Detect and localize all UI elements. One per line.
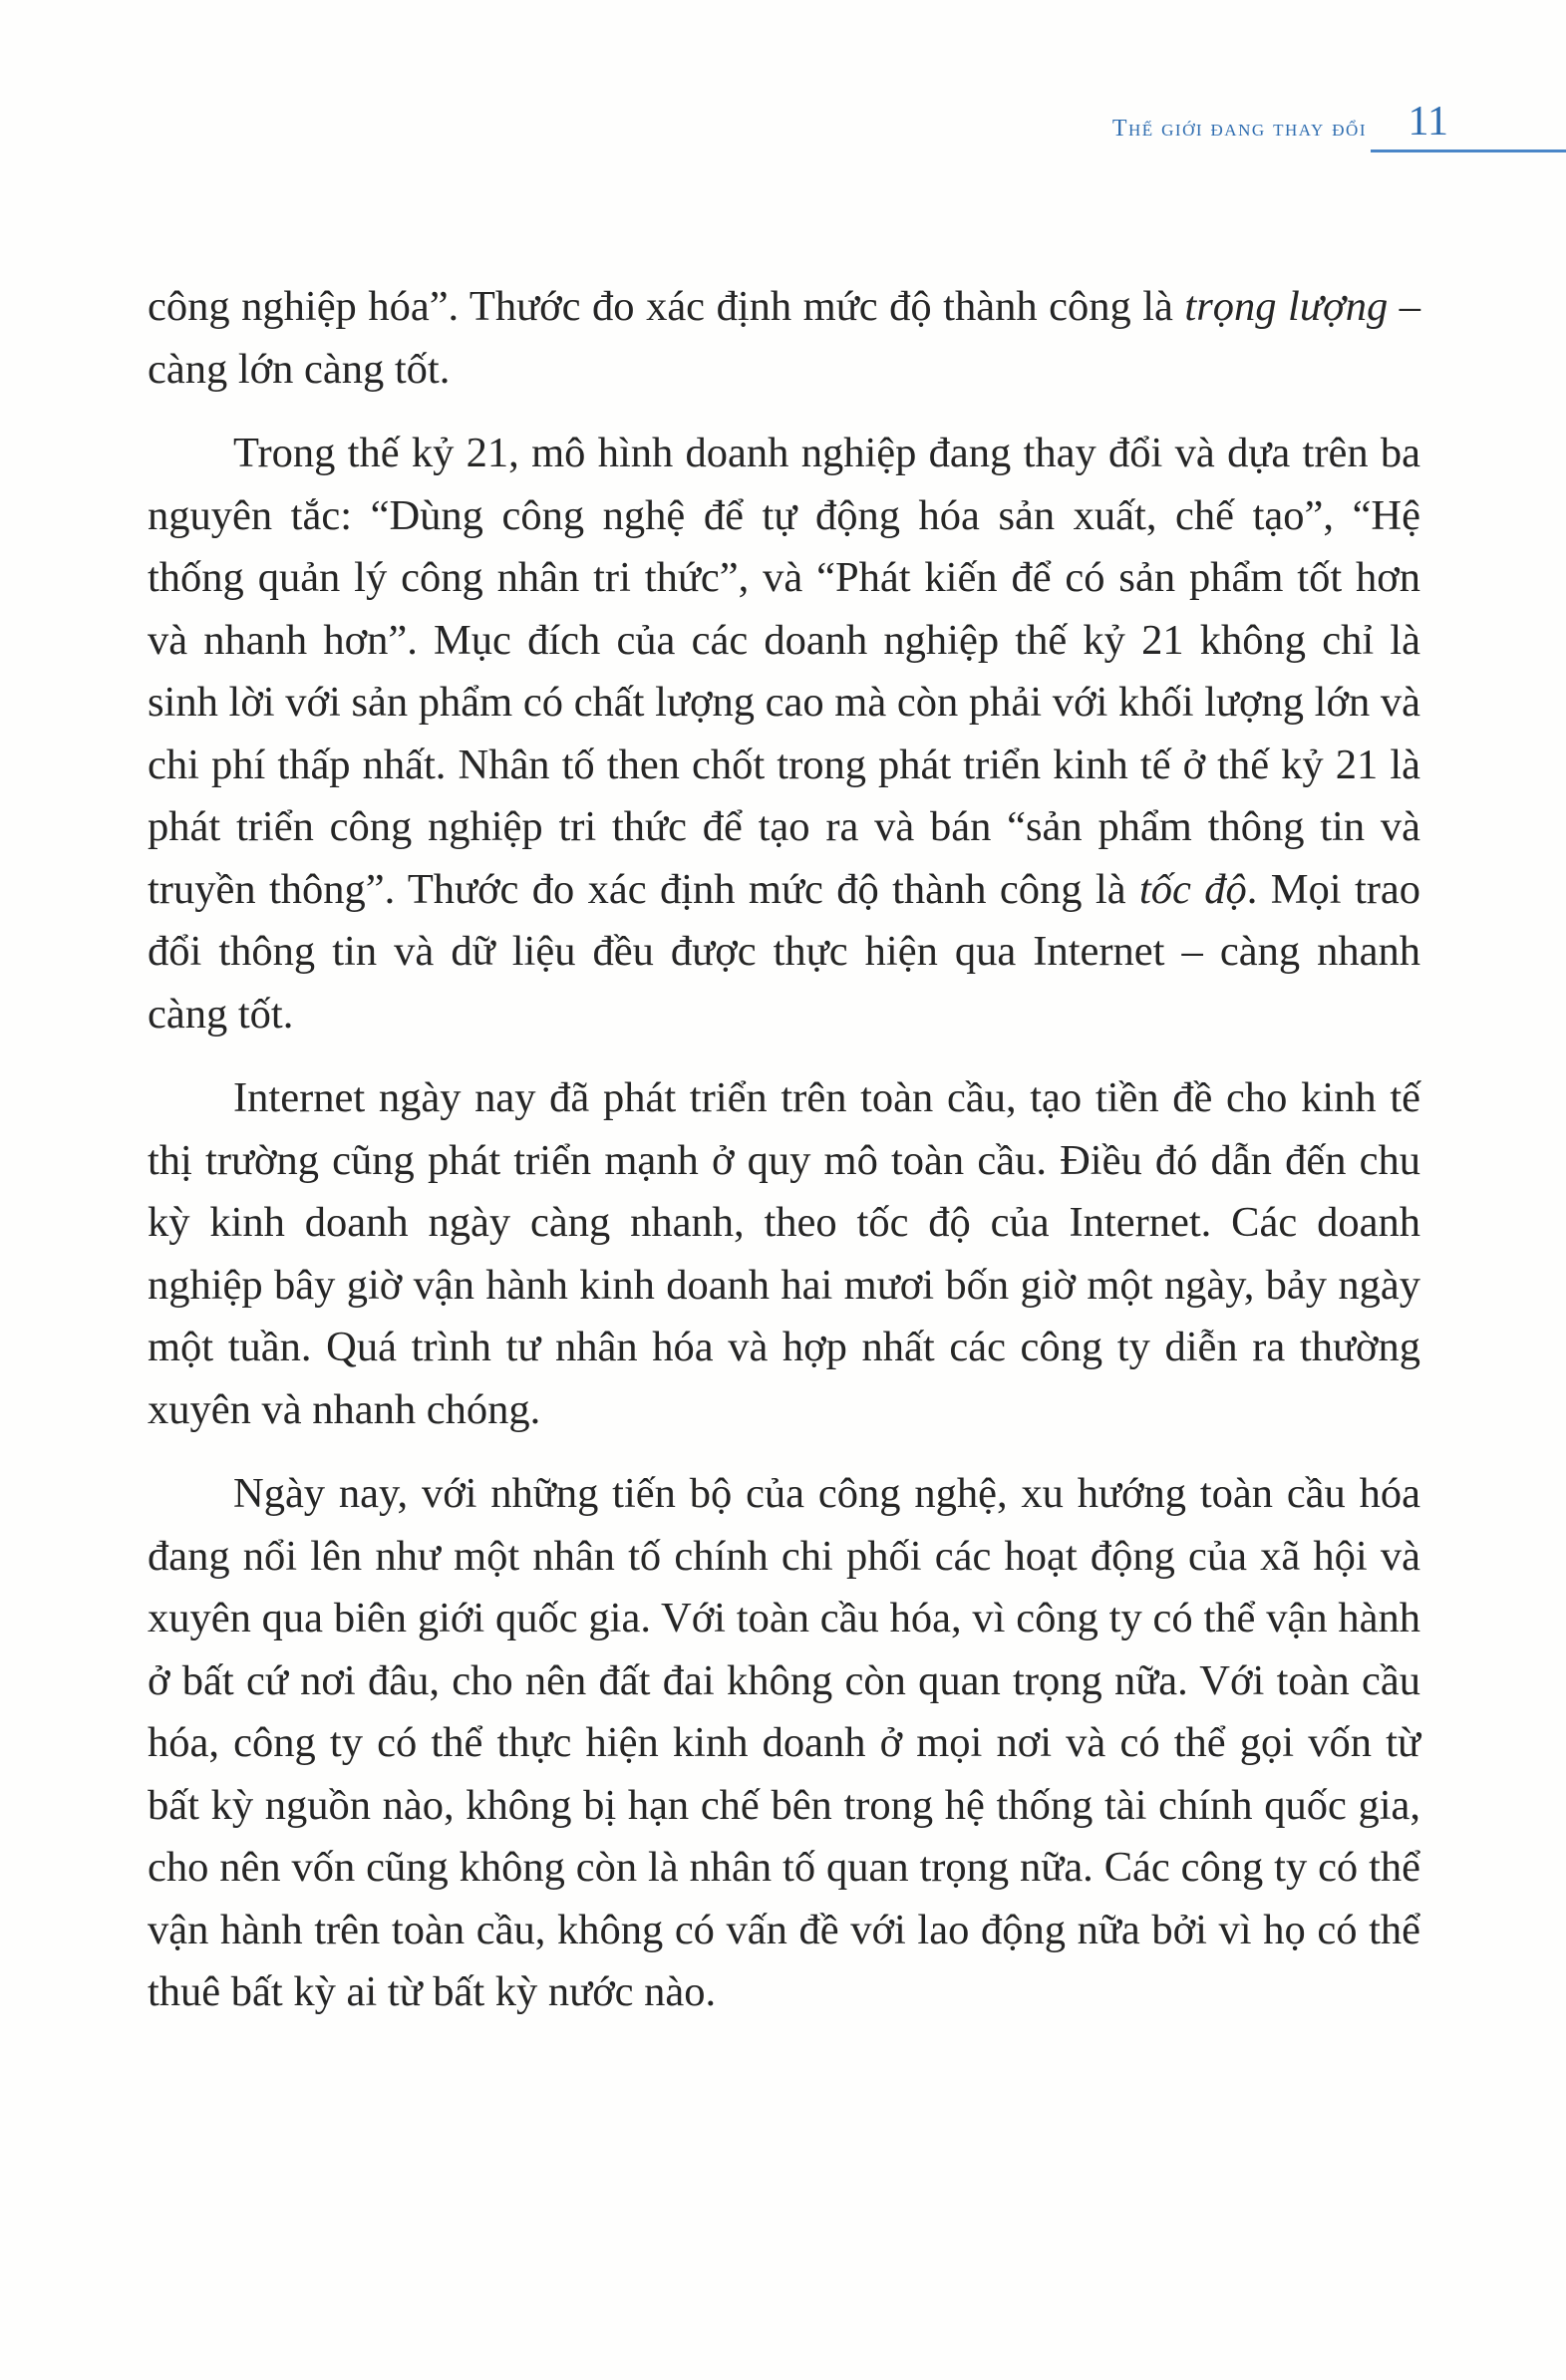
paragraph-3-text: Internet ngày nay đã phát triển trên toàn cầu, tạo tiền đề cho kinh tế thị trường cũng phát triển mạnh ở quy mô toàn cầu. Điều đó dẫn đến chu kỳ kinh doanh ngày càng nhanh, theo tốc độ của Internet. Các doanh nghiệp bây giờ vận hành kinh doanh hai mươi bốn giờ một ngày, bảy ngày một tuần. Quá trình tư nhân hóa và hợp nhất các công ty diễn ra thường xuyên và nhanh chóng. [148,1074,1420,1433]
paragraph-2 [148,423,1420,1045]
paragraph-3 [148,1067,1420,1441]
header-rule [1371,149,1566,152]
paragraph-1-segment-3: – càng lớn càng tốt. [148,283,1420,393]
paragraph-2-italic-term: tốc độ [1138,865,1247,913]
body-text [148,276,1420,2046]
running-header [1037,94,1566,151]
paragraph-2-segment-3: . Mọi trao đổi thông tin và dữ liệu đều được thực hiện qua Internet – càng nhanh càng tốt. [148,865,1421,1038]
paragraph-2-segment-1: Trong thế kỷ 21, mô hình doanh nghiệp đang thay đổi và dựa trên ba nguyên tắc: “Dùng công nghệ để tự động hóa sản xuất, chế tạo”, “Hệ thống quản lý công nhân tri thức”, và “Phát kiến để có sản phẩm tốt hơn và nhanh hơn”. Mục đích của các doanh nghiệp thế kỷ 21 không chỉ là sinh lời với sản phẩm có chất lượng cao mà còn phải với khối lượng lớn và chi phí thấp nhất. Nhân tố then chốt trong phát triển kinh tế ở thế kỷ 21 là phát triển công nghiệp tri thức để tạo ra và bán “sản phẩm thông tin và truyền thông”. Thước đo xác định mức độ thành công là [148,430,1420,913]
paragraph-4 [148,1463,1420,2024]
paragraph-4-text: Ngày nay, với những tiến bộ của công nghệ, xu hướng toàn cầu hóa đang nổi lên như một nhân tố chính chi phối các hoạt động của xã hội và xuyên qua biên giới quốc gia. Với toàn cầu hóa, vì công ty có thể vận hành ở bất cứ nơi đâu, cho nên đất đai không còn quan trọng nữa. Với toàn cầu hóa, công ty có thể thực hiện kinh doanh ở mọi nơi và có thể gọi vốn từ bất kỳ nguồn nào, không bị hạn chế bên trong hệ thống tài chính quốc gia, cho nên vốn cũng không còn là nhân tố quan trọng nữa. Các công ty có thể vận hành trên toàn cầu, không có vấn đề với lao động nữa bởi vì họ có thể thuê bất kỳ ai từ bất kỳ nước nào. [148,1470,1420,2015]
paragraph-1 [148,276,1420,401]
running-title: Thế giới đang thay đổi [1111,116,1367,142]
paragraph-1-italic-term: trọng lượng [1184,283,1389,330]
paragraph-1-segment-1: công nghiệp hóa”. Thước đo xác định mức độ thành công là [148,283,1185,330]
page-number: 11 [1408,99,1448,145]
